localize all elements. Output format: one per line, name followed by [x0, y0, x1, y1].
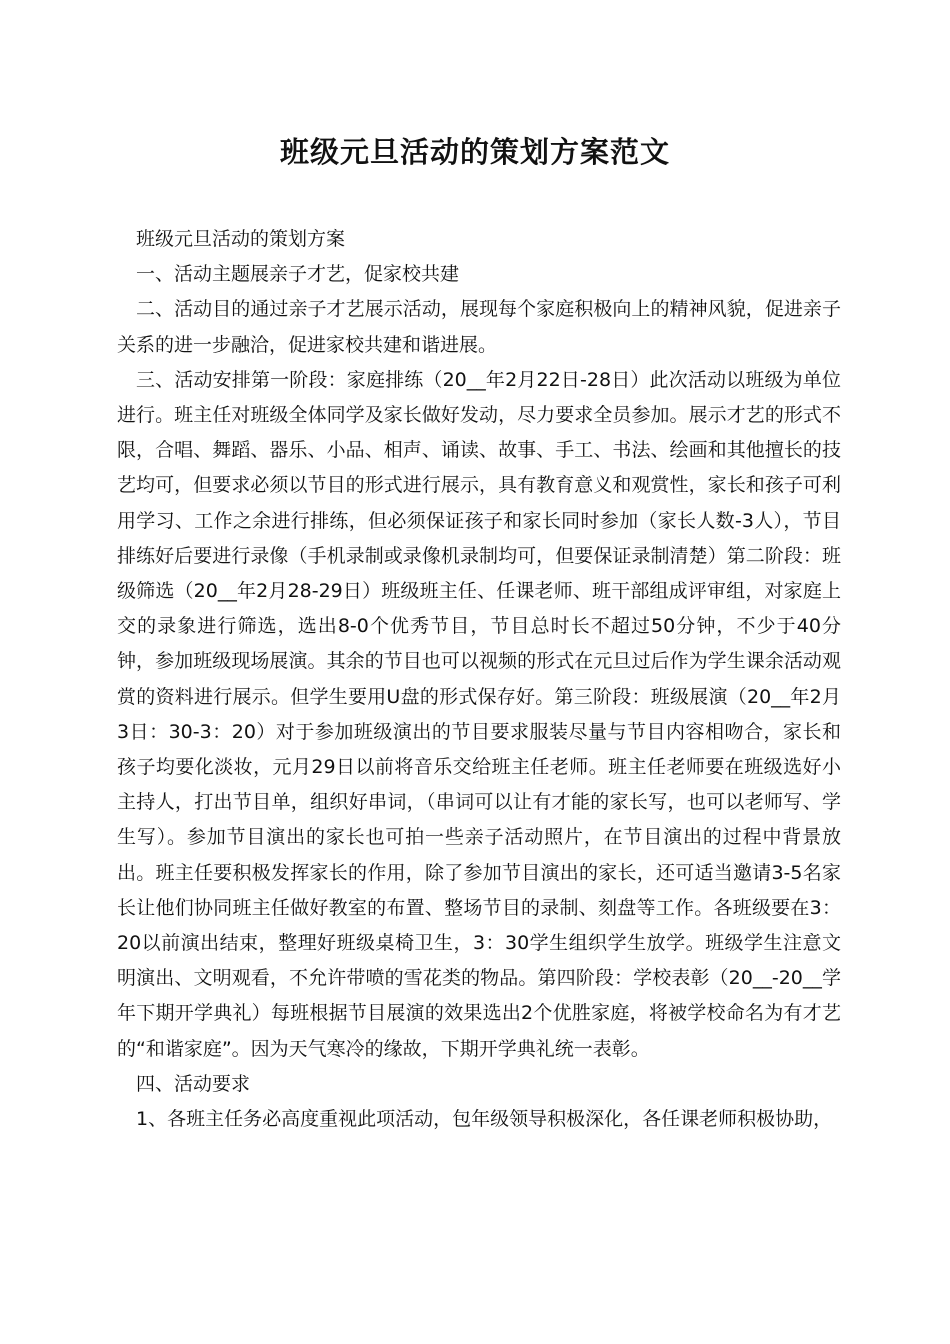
document-body [117, 222, 841, 1137]
section-requirements-heading: 四、活动要求 [136, 1072, 251, 1095]
subtitle-paragraph: 班级元旦活动的策划方案 [136, 228, 346, 250]
document-title: 班级元旦活动的策划方案范文 [279, 135, 670, 169]
section-schedule-paragraph: 三、活动安排第一阶段：家庭排练（20__年2月22日-28日）此次活动以班级为单位进行。班主任对班级全体同学及家长做好发动，尽力要求全员参加。展示才艺的形式不限，合唱、舞蹈、器乐、小品、相声、诵读、故事、手工、书法、绘画和其他擅长的技艺均可，但要求必须以节目的形式进行展示，具有教育意义和观赏性，家长和孩子可利用学习、工作之余进行排练，但必须保证孩子和家长同时参加（家长人数-3人），节目排练好后要进行录像（手机录制或录像机录制均可，但要保证录制清楚）第二阶段：班级筛选（20__年2月28-29日）班级班主任、任课老师、班干部组成评审组，对家庭上交的录象进行筛选，选出8-0个优秀节目，节目总时长不超过50分钟，不少于40分钟，参加班级现场展演。其余的节目也可以视频的形式在元旦过后作为学生课余活动观赏的资料进行展示。但学生要用U盘的形式保存好。第三阶段：班级展演（20__年2月3日：30-3：20）对于参加班级演出的节目要求服装尽量与节目内容相吻合，家长和孩子均要化淡妆，元月29日以前将音乐交给班主任老师。班主任老师要在班级选好小主持人，打出节目单，组织好串词，（串词可以让有才能的家长写，也可以老师写、学生写）。参加节目演出的家长也可拍一些亲子活动照片，在节目演出的过程中背景放出。班主任要积极发挥家长的作用，除了参加节目演出的家长，还可适当邀请3-5名家长让他们协同班主任做好教室的布置、整场节目的录制、刻盘等工作。各班级要在3：20以前演出结束，整理好班级桌椅卫生，3：30学生组织学生放学。班级学生注意文明演出、文明观看，不允许带喷的雪花类的物品。第四阶段：学校表彰（20__-20__学年下期开学典礼）每班根据节目展演的效果选出2个优胜家庭，将被学校命名为有才艺的“和谐家庭”。因为天气寒冷的缘故，下期开学典礼统一表彰。 [117, 368, 841, 1060]
section-theme-paragraph: 一、活动主题展亲子才艺，促家校共建 [136, 263, 460, 286]
section-purpose-paragraph: 二、活动目的通过亲子才艺展示活动，展现每个家庭积极向上的精神风貌，促进亲子关系的进一步融洽，促进家校共建和谐进展。 [117, 298, 841, 356]
requirement-item-1: 1、各班主任务必高度重视此项活动，包年级领导积极深化，各任课老师积极协助， [136, 1108, 833, 1131]
